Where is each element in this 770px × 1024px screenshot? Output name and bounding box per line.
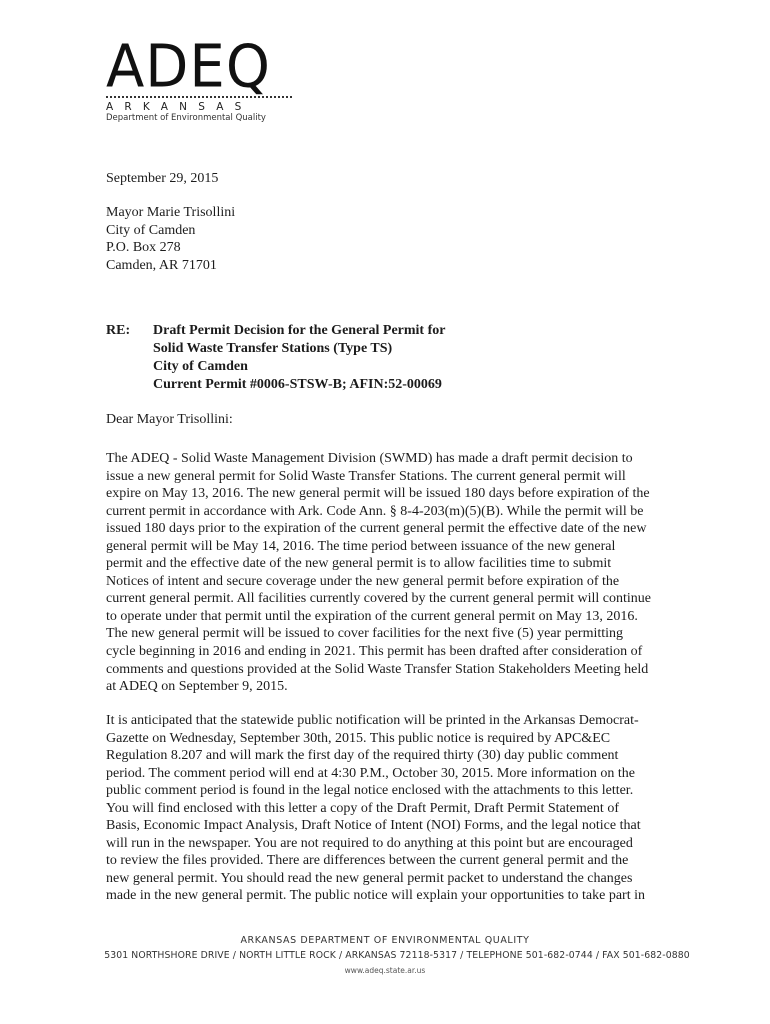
- paragraph-line: will run in the newspaper. You are not required to do anything at this point but are encouraged: [106, 835, 633, 851]
- paragraph-line: You will find enclosed with this letter a copy of the Draft Permit, Draft Permit Statement of: [106, 800, 619, 816]
- paragraph-line: The new general permit will be issued to cover facilities for the next five (5) year permitting: [106, 626, 624, 642]
- paragraph-line: issue a new general permit for Solid Waste Transfer Stations. The current general permit will: [106, 468, 626, 484]
- subject-line: Solid Waste Transfer Stations (Type TS): [153, 341, 393, 356]
- address-line: P.O. Box 278: [106, 240, 181, 255]
- logo-state: ARKANSAS: [106, 101, 253, 113]
- paragraph-line: The ADEQ - Solid Waste Management Division (SWMD) has made a draft permit decision to: [106, 451, 633, 466]
- subject-line: City of Camden: [153, 359, 248, 374]
- body-paragraph-2: [106, 712, 714, 905]
- paragraph-line: to operate under that permit until the expiration of the current general permit on May 13, 2016.: [106, 608, 638, 624]
- body-paragraph-1: [106, 450, 714, 696]
- salutation: Dear Mayor Trisollini:: [106, 412, 233, 427]
- paragraph-line: current general permit. All facilities currently covered by the current general permit will continue: [106, 591, 652, 607]
- subject-lines: [153, 322, 445, 394]
- paragraph-line: issued 180 days prior to the expiration of the current general permit the effective date of the new: [106, 521, 647, 537]
- paragraph-line: public comment period is found in the legal notice enclosed with the attachments to this letter.: [106, 783, 634, 799]
- paragraph-line: at ADEQ on September 9, 2015.: [106, 679, 288, 695]
- paragraph-line: made in the new general permit. The public notice will explain your opportunities to take part in: [106, 888, 645, 904]
- paragraph-line: Notices of intent and secure coverage under the new general permit before expiration of the: [106, 573, 620, 589]
- footer-website: www.adeq.state.ar.us: [344, 966, 426, 975]
- logo-department: Department of Environmental Quality: [106, 113, 266, 123]
- paragraph-line: cycle beginning in 2016 and ending in 2021. This permit has been drafted after consideration of: [106, 644, 643, 660]
- paragraph-line: period. The comment period will end at 4:30 P.M., October 30, 2015. More information on the: [106, 765, 635, 781]
- logo-wordmark: ADEQ: [106, 32, 271, 101]
- paragraph-line: current permit in accordance with Ark. Code Ann. § 8-4-203(m)(5)(B). While the permit will be: [106, 503, 644, 519]
- footer-org: ARKANSAS DEPARTMENT OF ENVIRONMENTAL QUALITY: [240, 935, 530, 946]
- paragraph-line: permit and the effective date of the new general permit is to allow facilities time to submit: [106, 556, 612, 572]
- subject-line: Draft Permit Decision for the General Permit for: [153, 323, 446, 338]
- recipient-address: [106, 204, 235, 274]
- footer-address: 5301 NORTHSHORE DRIVE / NORTH LITTLE ROCK / ARKANSAS 72118-5317 / TELEPHONE 501-682-0744 / FAX 501-682-0880: [104, 950, 690, 961]
- adeq-logo: [106, 32, 306, 123]
- paragraph-line: expire on May 13, 2016. The new general permit will be issued 180 days before expiration of the: [106, 486, 650, 502]
- paragraph-line: Regulation 8.207 and will mark the first day of the required thirty (30) day public comment: [106, 748, 619, 764]
- paragraph-line: Basis, Economic Impact Analysis, Draft Notice of Intent (NOI) Forms, and the legal notice that: [106, 818, 641, 834]
- paragraph-line: new general permit. You should read the new general permit packet to understand the changes: [106, 870, 633, 886]
- paragraph-line: It is anticipated that the statewide public notification will be printed in the Arkansas Democrat-: [106, 713, 639, 728]
- address-line: Mayor Marie Trisollini: [106, 205, 236, 220]
- subject-label: RE:: [106, 323, 131, 338]
- address-line: Camden, AR 71701: [106, 257, 217, 273]
- paragraph-line: to review the files provided. There are differences between the current general permit and the: [106, 853, 629, 869]
- paragraph-line: general permit will be May 14, 2016. The time period between issuance of the new general: [106, 538, 616, 554]
- address-line: City of Camden: [106, 222, 196, 238]
- letter-date: September 29, 2015: [106, 171, 219, 186]
- paragraph-line: comments and questions provided at the Solid Waste Transfer Station Stakeholders Meeting held: [106, 661, 649, 677]
- paragraph-line: Gazette on Wednesday, September 30th, 2015. This public notice is required by APC&EC: [106, 730, 611, 746]
- subject-line: Current Permit #0006-STSW-B; AFIN:52-00069: [153, 377, 442, 392]
